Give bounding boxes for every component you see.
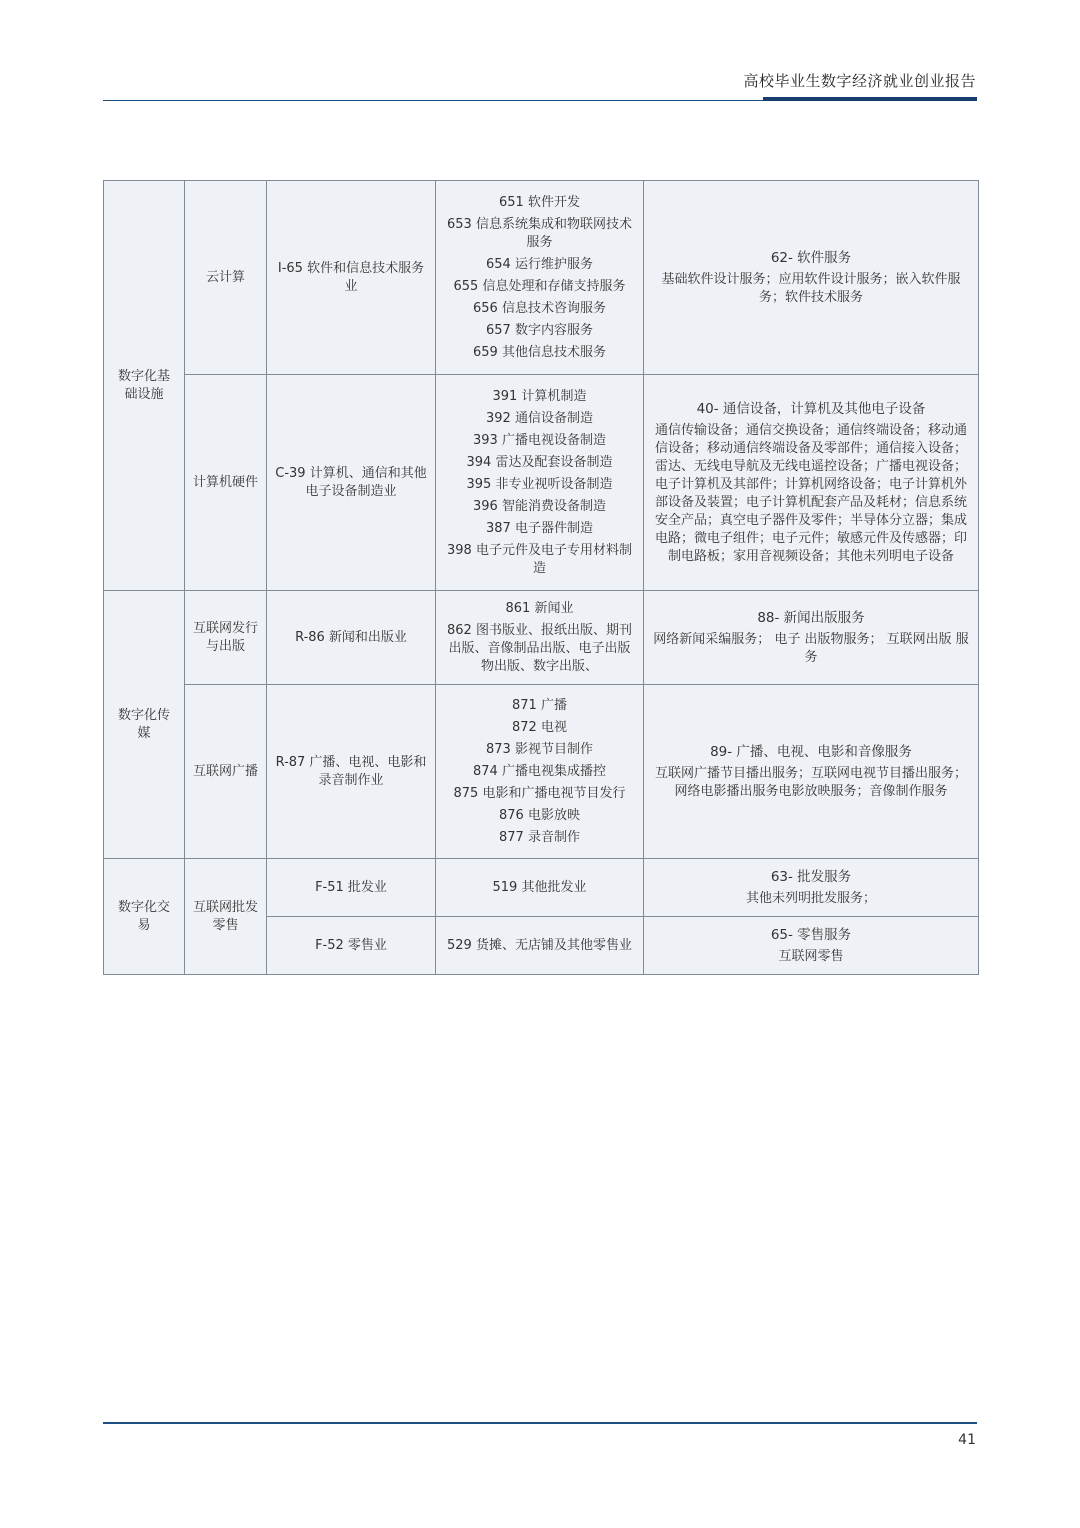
industry-cell: F-51 批发业 xyxy=(267,859,436,917)
footer-divider xyxy=(103,1422,977,1424)
code-item: 529 货摊、无店铺及其他零售业 xyxy=(447,937,632,953)
service-cell xyxy=(644,181,979,375)
service-heading: 65- 零售服务 xyxy=(770,926,852,943)
code-item: 876 电影放映 xyxy=(499,807,580,823)
service-cell xyxy=(644,685,979,859)
industry-cell: R-87 广播、电视、电影和录音制作业 xyxy=(267,685,436,859)
codes-cell xyxy=(436,375,644,591)
code-item: 395 非专业视听设备制造 xyxy=(466,476,613,492)
subcategory-cell: 互联网批发零售 xyxy=(185,859,267,975)
table-row xyxy=(104,375,979,591)
section-cell-infra: 数字化基础设施 xyxy=(104,181,185,591)
page-number: 41 xyxy=(958,1432,976,1448)
table-row xyxy=(104,591,979,685)
code-item: 398 电子元件及电子专用材料制造 xyxy=(447,542,632,576)
code-item: 877 录音制作 xyxy=(499,829,580,845)
code-item: 394 雷达及配套设备制造 xyxy=(466,454,613,470)
code-item: 387 电子器件制造 xyxy=(486,520,593,536)
service-description: 其他未列明批发服务； xyxy=(745,890,876,906)
code-item: 861 新闻业 xyxy=(505,600,574,616)
service-description: 互联网零售 xyxy=(778,948,844,964)
table-row xyxy=(104,181,979,375)
service-heading: 89- 广播、电视、电影和音像服务 xyxy=(710,743,912,760)
table-row xyxy=(104,859,979,917)
service-heading: 62- 软件服务 xyxy=(770,249,852,266)
report-title: 高校毕业生数字经济就业创业报告 xyxy=(743,72,976,90)
table-row xyxy=(104,685,979,859)
service-heading: 40- 通信设备，计算机及其他电子设备 xyxy=(696,400,926,417)
industry-cell: I-65 软件和信息技术服务业 xyxy=(267,181,436,375)
service-heading: 63- 批发服务 xyxy=(770,868,852,885)
code-item: 519 其他批发业 xyxy=(492,879,587,895)
service-description: 网络新闻采编服务； 电子 出版物服务； 互联网出版 服务 xyxy=(653,631,969,665)
subcategory-cell: 互联网广播 xyxy=(185,685,267,859)
code-item: 653 信息系统集成和物联网技术服务 xyxy=(447,216,632,250)
section-cell-media: 数字化传媒 xyxy=(104,591,185,859)
service-description: 基础软件设计服务；应用软件设计服务；嵌入软件服务；软件技术服务 xyxy=(661,271,961,305)
codes-cell xyxy=(436,917,644,975)
code-item: 654 运行维护服务 xyxy=(486,256,593,272)
code-item: 875 电影和广播电视节目发行 xyxy=(453,785,626,801)
industry-cell: C-39 计算机、通信和其他电子设备制造业 xyxy=(267,375,436,591)
code-item: 651 软件开发 xyxy=(499,194,580,210)
service-cell xyxy=(644,917,979,975)
subcategory-cell: 互联网发行与出版 xyxy=(185,591,267,685)
code-item: 873 影视节目制作 xyxy=(486,741,593,757)
industry-cell: F-52 零售业 xyxy=(267,917,436,975)
codes-cell xyxy=(436,685,644,859)
codes-cell xyxy=(436,859,644,917)
code-item: 396 智能消费设备制造 xyxy=(473,498,606,514)
code-item: 392 通信设备制造 xyxy=(486,410,593,426)
service-cell xyxy=(644,375,979,591)
service-description: 互联网广播节目播出服务；互联网电视节目播出服务；网络电影播出服务电影放映服务；音像制作服务 xyxy=(654,765,967,799)
code-item: 659 其他信息技术服务 xyxy=(473,344,606,360)
service-cell xyxy=(644,591,979,685)
code-item: 657 数字内容服务 xyxy=(486,322,593,338)
section-cell-trade: 数字化交易 xyxy=(104,859,185,975)
industry-classification-table xyxy=(103,180,979,975)
codes-cell xyxy=(436,591,644,685)
subcategory-cell: 计算机硬件 xyxy=(185,375,267,591)
service-description: 通信传输设备；通信交换设备；通信终端设备；移动通信设备；移动通信终端设备及零部件；通信接入设备；雷达、无线电导航及无线电遥控设备；广播电视设备；电子计算机及其部件；计算机网络设备；电子计算机外部设备及装置；电子计算机配套产品及耗材；信息系统安全产品；真空电子器件及零件；半导体分立器；集成电路；微电子组件；电子元件；敏感元件及传感器；印制电路板；家用音视频设备；其他未列明电子设备 xyxy=(654,422,967,564)
industry-cell: R-86 新闻和出版业 xyxy=(267,591,436,685)
codes-cell xyxy=(436,181,644,375)
code-item: 391 计算机制造 xyxy=(492,388,587,404)
code-item: 872 电视 xyxy=(512,719,567,735)
subcategory-cell: 云计算 xyxy=(185,181,267,375)
service-heading: 88- 新闻出版服务 xyxy=(757,609,865,626)
code-item: 393 广播电视设备制造 xyxy=(473,432,606,448)
code-item: 862 图书版业、报纸出版、期刊出版、音像制品出版、电子出版物出版、数字出版、 xyxy=(447,622,632,674)
code-item: 655 信息处理和存储支持服务 xyxy=(453,278,626,294)
service-cell xyxy=(644,859,979,917)
code-item: 656 信息技术咨询服务 xyxy=(473,300,606,316)
code-item: 871 广播 xyxy=(512,697,567,713)
header-accent-bar xyxy=(763,97,977,101)
code-item: 874 广播电视集成播控 xyxy=(473,763,606,779)
